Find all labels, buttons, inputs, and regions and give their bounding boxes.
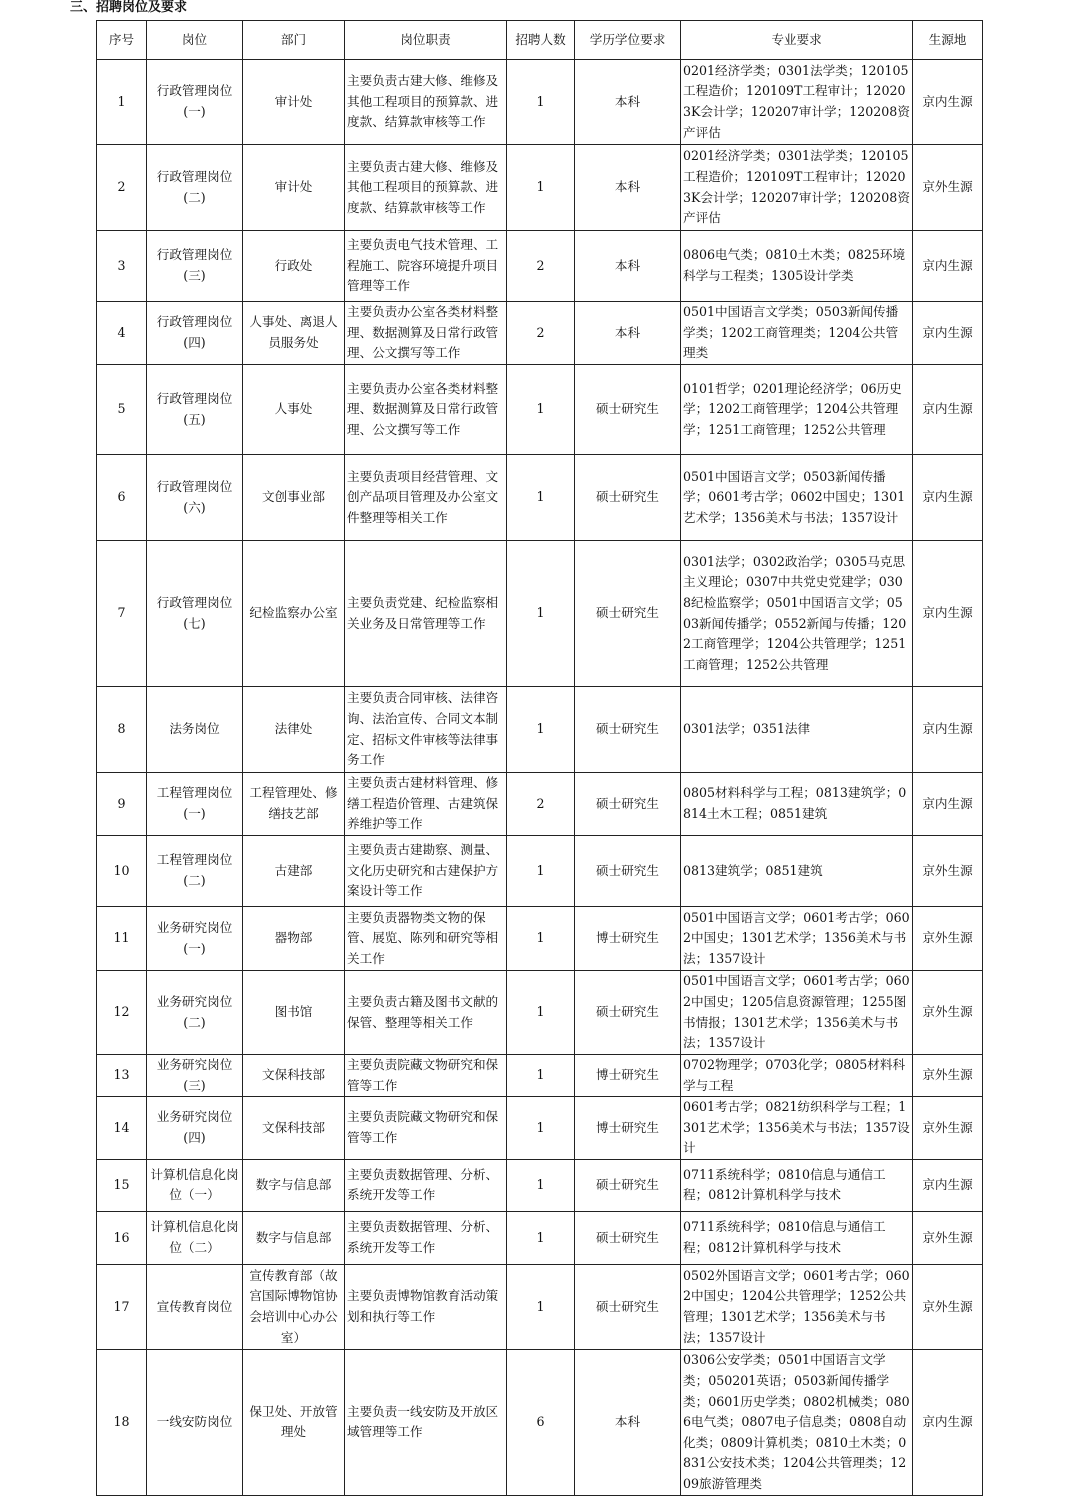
row-position: 业务研究岗位(一) [147, 907, 243, 971]
row-education: 硕士研究生 [575, 365, 681, 455]
row-position: 业务研究岗位(三) [147, 1055, 243, 1097]
row-no: 1 [97, 60, 147, 145]
row-count: 6 [507, 1349, 575, 1495]
row-duty: 主要负责办公室各类材料整理、数据测算及日常行政管理、公文撰写等工作 [345, 302, 507, 365]
table-row [97, 302, 983, 365]
row-education: 本科 [575, 1349, 681, 1495]
row-duty: 主要负责数据管理、分析、系统开发等工作 [345, 1159, 507, 1211]
table-header-row [97, 21, 983, 60]
row-count: 1 [507, 541, 575, 687]
row-no: 4 [97, 302, 147, 365]
row-origin: 京内生源 [913, 687, 983, 773]
row-origin: 京外生源 [913, 145, 983, 231]
row-education: 硕士研究生 [575, 1264, 681, 1349]
header-education: 学历学位要求 [575, 21, 681, 60]
row-duty: 主要负责电气技术管理、工程施工、院容环境提升项目管理等工作 [345, 231, 507, 302]
row-position: 行政管理岗位(二) [147, 145, 243, 231]
row-no: 5 [97, 365, 147, 455]
row-department: 审计处 [243, 60, 345, 145]
row-duty: 主要负责一线安防及开放区域管理等工作 [345, 1349, 507, 1495]
header-origin: 生源地 [913, 21, 983, 60]
header-no: 序号 [97, 21, 147, 60]
row-major: 0806电气类；0810土木类；0825环境科学与工程类；1305设计学类 [681, 231, 913, 302]
section-heading: 三、招聘岗位及要求 [70, 0, 188, 15]
row-count: 1 [507, 455, 575, 541]
row-major: 0502外国语言文学；0601考古学；0602中国史；1204公共管理学；1252公共管理；1301艺术学；1356美术与书法；1357设计 [681, 1264, 913, 1349]
row-position: 行政管理岗位(一) [147, 60, 243, 145]
row-education: 本科 [575, 60, 681, 145]
row-origin: 京外生源 [913, 1097, 983, 1160]
table-row [97, 1159, 983, 1211]
table-row [97, 836, 983, 907]
row-position: 计算机信息化岗位（一） [147, 1159, 243, 1211]
table-row [97, 687, 983, 773]
row-position: 行政管理岗位(七) [147, 541, 243, 687]
row-department: 器物部 [243, 907, 345, 971]
row-major: 0501中国语言文学；0601考古学；0602中国史；1205信息资源管理；1255图书情报；1301艺术学；1356美术与书法；1357设计 [681, 971, 913, 1055]
row-no: 3 [97, 231, 147, 302]
table-body [97, 60, 983, 1496]
row-count: 1 [507, 971, 575, 1055]
row-education: 博士研究生 [575, 907, 681, 971]
row-duty: 主要负责党建、纪检监察相关业务及日常管理等工作 [345, 541, 507, 687]
row-department: 数字与信息部 [243, 1159, 345, 1211]
row-position: 行政管理岗位(三) [147, 231, 243, 302]
table-row [97, 60, 983, 145]
row-education: 硕士研究生 [575, 687, 681, 773]
row-department: 宣传教育部（故宫国际博物馆协会培训中心办公室） [243, 1264, 345, 1349]
row-origin: 京内生源 [913, 455, 983, 541]
row-major: 0711系统科学；0810信息与通信工程；0812计算机科学与技术 [681, 1159, 913, 1211]
row-position: 宣传教育岗位 [147, 1264, 243, 1349]
row-duty: 主要负责数据管理、分析、系统开发等工作 [345, 1211, 507, 1264]
row-education: 博士研究生 [575, 1055, 681, 1097]
row-count: 1 [507, 1159, 575, 1211]
row-major: 0201经济学类；0301法学类；120105工程造价；120109T工程审计；120203K会计学；120207审计学；120208资产评估 [681, 145, 913, 231]
row-count: 1 [507, 365, 575, 455]
row-count: 1 [507, 1211, 575, 1264]
row-no: 16 [97, 1211, 147, 1264]
row-origin: 京内生源 [913, 1159, 983, 1211]
row-education: 硕士研究生 [575, 455, 681, 541]
row-education: 硕士研究生 [575, 971, 681, 1055]
row-origin: 京内生源 [913, 1349, 983, 1495]
row-origin: 京内生源 [913, 541, 983, 687]
row-duty: 主要负责项目经营管理、文创产品项目管理及办公室文件整理等相关工作 [345, 455, 507, 541]
row-count: 1 [507, 1055, 575, 1097]
row-major: 0101哲学；0201理论经济学；06历史学；1202工商管理学；1204公共管理学；1251工商管理；1252公共管理 [681, 365, 913, 455]
row-count: 2 [507, 773, 575, 836]
row-no: 8 [97, 687, 147, 773]
row-origin: 京外生源 [913, 971, 983, 1055]
row-position: 行政管理岗位(六) [147, 455, 243, 541]
row-count: 2 [507, 302, 575, 365]
row-department: 工程管理处、修缮技艺部 [243, 773, 345, 836]
row-position: 业务研究岗位(二) [147, 971, 243, 1055]
table-row [97, 231, 983, 302]
row-education: 硕士研究生 [575, 836, 681, 907]
row-position: 行政管理岗位(五) [147, 365, 243, 455]
table-row [97, 773, 983, 836]
row-duty: 主要负责博物馆教育活动策划和执行等工作 [345, 1264, 507, 1349]
row-no: 17 [97, 1264, 147, 1349]
row-origin: 京内生源 [913, 365, 983, 455]
row-no: 9 [97, 773, 147, 836]
row-duty: 主要负责古籍及图书文献的保管、整理等相关工作 [345, 971, 507, 1055]
row-position: 工程管理岗位(一) [147, 773, 243, 836]
row-department: 纪检监察办公室 [243, 541, 345, 687]
row-no: 15 [97, 1159, 147, 1211]
row-position: 法务岗位 [147, 687, 243, 773]
header-position: 岗位 [147, 21, 243, 60]
row-major: 0711系统科学；0810信息与通信工程；0812计算机科学与技术 [681, 1211, 913, 1264]
row-origin: 京内生源 [913, 773, 983, 836]
row-position: 计算机信息化岗位（二） [147, 1211, 243, 1264]
row-major: 0301法学；0351法律 [681, 687, 913, 773]
header-count: 招聘人数 [507, 21, 575, 60]
row-count: 1 [507, 907, 575, 971]
row-count: 1 [507, 1097, 575, 1160]
header-department: 部门 [243, 21, 345, 60]
row-no: 13 [97, 1055, 147, 1097]
row-major: 0301法学；0302政治学；0305马克思主义理论；0307中共党史党建学；0308纪检监察学；0501中国语言文学；0503新闻传播学；0552新闻与传播；1202工商管理学；1204公共管理学；1251工商管理；1252公共管理 [681, 541, 913, 687]
row-major: 0702物理学；0703化学；0805材料科学与工程 [681, 1055, 913, 1097]
table-row [97, 1349, 983, 1495]
row-department: 人事处 [243, 365, 345, 455]
row-duty: 主要负责院藏文物研究和保管等工作 [345, 1055, 507, 1097]
row-no: 14 [97, 1097, 147, 1160]
row-department: 行政处 [243, 231, 345, 302]
row-education: 硕士研究生 [575, 1211, 681, 1264]
row-count: 1 [507, 687, 575, 773]
row-origin: 京外生源 [913, 1211, 983, 1264]
row-education: 本科 [575, 302, 681, 365]
row-no: 10 [97, 836, 147, 907]
row-duty: 主要负责古建勘察、测量、文化历史研究和古建保护方案设计等工作 [345, 836, 507, 907]
row-major: 0601考古学；0821纺织科学与工程；1301艺术学；1356美术与书法；1357设计 [681, 1097, 913, 1160]
row-department: 文保科技部 [243, 1055, 345, 1097]
table-row [97, 541, 983, 687]
row-count: 1 [507, 145, 575, 231]
row-no: 6 [97, 455, 147, 541]
row-education: 博士研究生 [575, 1097, 681, 1160]
row-origin: 京内生源 [913, 60, 983, 145]
table-row [97, 455, 983, 541]
row-major: 0201经济学类；0301法学类；120105工程造价；120109T工程审计；120203K会计学；120207审计学；120208资产评估 [681, 60, 913, 145]
row-origin: 京外生源 [913, 1055, 983, 1097]
recruitment-table [96, 20, 983, 1496]
row-department: 图书馆 [243, 971, 345, 1055]
row-no: 11 [97, 907, 147, 971]
row-position: 工程管理岗位(二) [147, 836, 243, 907]
row-position: 业务研究岗位(四) [147, 1097, 243, 1160]
row-duty: 主要负责古建大修、维修及其他工程项目的预算款、进度款、结算款审核等工作 [345, 145, 507, 231]
row-major: 0306公安学类；0501中国语言文学类；050201英语；0503新闻传播学类；0601历史学类；0802机械类；0806电气类；0807电子信息类；0808自动化类；0809计算机类；0810土木类；0831公安技术类；1204公共管理类；1209旅游管理类 [681, 1349, 913, 1495]
row-duty: 主要负责院藏文物研究和保管等工作 [345, 1097, 507, 1160]
row-count: 1 [507, 836, 575, 907]
row-origin: 京外生源 [913, 1264, 983, 1349]
row-count: 2 [507, 231, 575, 302]
row-origin: 京外生源 [913, 907, 983, 971]
row-position: 一线安防岗位 [147, 1349, 243, 1495]
row-origin: 京内生源 [913, 302, 983, 365]
row-department: 保卫处、开放管理处 [243, 1349, 345, 1495]
row-department: 文创事业部 [243, 455, 345, 541]
header-major: 专业要求 [681, 21, 913, 60]
row-department: 人事处、离退人员服务处 [243, 302, 345, 365]
row-position: 行政管理岗位(四) [147, 302, 243, 365]
row-major: 0501中国语言文学；0601考古学；0602中国史；1301艺术学；1356美术与书法；1357设计 [681, 907, 913, 971]
row-education: 硕士研究生 [575, 1159, 681, 1211]
table-row [97, 1055, 983, 1097]
table-row [97, 971, 983, 1055]
row-major: 0501中国语言文学；0503新闻传播学；0601考古学；0602中国史；1301艺术学；1356美术与书法；1357设计 [681, 455, 913, 541]
row-duty: 主要负责古建大修、维修及其他工程项目的预算款、进度款、结算款审核等工作 [345, 60, 507, 145]
row-duty: 主要负责古建材料管理、修缮工程造价管理、古建筑保养维护等工作 [345, 773, 507, 836]
row-department: 文保科技部 [243, 1097, 345, 1160]
row-duty: 主要负责办公室各类材料整理、数据测算及日常行政管理、公文撰写等工作 [345, 365, 507, 455]
row-department: 数字与信息部 [243, 1211, 345, 1264]
row-count: 1 [507, 1264, 575, 1349]
table-row [97, 1211, 983, 1264]
row-duty: 主要负责合同审核、法律咨询、法治宣传、合同文本制定、招标文件审核等法律事务工作 [345, 687, 507, 773]
row-major: 0813建筑学；0851建筑 [681, 836, 913, 907]
table-row [97, 907, 983, 971]
row-department: 古建部 [243, 836, 345, 907]
row-major: 0501中国语言文学类；0503新闻传播学类；1202工商管理类；1204公共管理类 [681, 302, 913, 365]
table-row [97, 1264, 983, 1349]
table-row [97, 145, 983, 231]
row-origin: 京内生源 [913, 231, 983, 302]
row-no: 7 [97, 541, 147, 687]
row-education: 本科 [575, 145, 681, 231]
row-education: 硕士研究生 [575, 773, 681, 836]
header-duty: 岗位职责 [345, 21, 507, 60]
row-count: 1 [507, 60, 575, 145]
row-department: 审计处 [243, 145, 345, 231]
row-major: 0805材料科学与工程；0813建筑学；0814土木工程；0851建筑 [681, 773, 913, 836]
row-origin: 京外生源 [913, 836, 983, 907]
row-no: 18 [97, 1349, 147, 1495]
row-education: 硕士研究生 [575, 541, 681, 687]
row-no: 12 [97, 971, 147, 1055]
row-no: 2 [97, 145, 147, 231]
table-row [97, 1097, 983, 1160]
table-row [97, 365, 983, 455]
row-department: 法律处 [243, 687, 345, 773]
row-duty: 主要负责器物类文物的保管、展览、陈列和研究等相关工作 [345, 907, 507, 971]
row-education: 本科 [575, 231, 681, 302]
